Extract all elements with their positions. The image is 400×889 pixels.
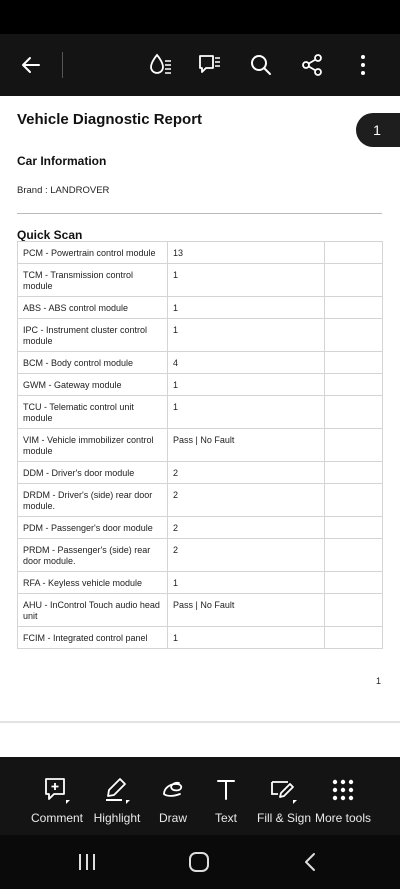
value-cell: 1 xyxy=(168,264,325,297)
tool-text-label: Text xyxy=(214,811,237,825)
module-cell: IPC - Instrument cluster control module xyxy=(18,319,168,352)
extra-cell xyxy=(325,627,383,649)
table-row xyxy=(18,297,383,319)
system-nav-bar xyxy=(0,835,400,889)
extra-cell xyxy=(325,429,383,462)
extra-cell xyxy=(325,264,383,297)
page-separator xyxy=(0,721,400,723)
table-row xyxy=(18,539,383,572)
tool-more[interactable] xyxy=(314,757,372,835)
comments-list-icon[interactable] xyxy=(194,49,226,81)
draw-icon xyxy=(156,776,190,804)
extra-cell xyxy=(325,594,383,627)
toolbar-divider xyxy=(62,52,63,78)
extra-cell xyxy=(325,297,383,319)
bottom-toolbar xyxy=(0,757,400,835)
search-icon[interactable] xyxy=(245,49,277,81)
tool-draw[interactable] xyxy=(148,757,198,835)
quick-scan-table xyxy=(17,241,383,649)
back-arrow-icon[interactable] xyxy=(15,49,47,81)
status-bar xyxy=(0,0,400,34)
grid-icon xyxy=(326,776,360,804)
tool-fill-sign-label: Fill & Sign xyxy=(256,811,312,825)
top-toolbar xyxy=(0,34,400,96)
table-row xyxy=(18,484,383,517)
extra-cell xyxy=(325,242,383,264)
extra-cell xyxy=(325,352,383,374)
table-row xyxy=(18,429,383,462)
module-cell: RFA - Keyless vehicle module xyxy=(18,572,168,594)
tool-draw-label: Draw xyxy=(158,811,187,825)
tool-highlight-label: Highlight xyxy=(93,811,141,825)
value-cell: 1 xyxy=(168,396,325,429)
table-row xyxy=(18,242,383,264)
more-vertical-icon[interactable] xyxy=(347,49,379,81)
comment-add-icon xyxy=(40,776,74,804)
tool-comment[interactable] xyxy=(28,757,86,835)
value-cell: 13 xyxy=(168,242,325,264)
recent-apps-icon[interactable] xyxy=(72,847,102,877)
section-divider xyxy=(17,213,382,214)
module-cell: DRDM - Driver's (side) rear door module. xyxy=(18,484,168,517)
extra-cell xyxy=(325,396,383,429)
extra-cell xyxy=(325,484,383,517)
module-cell: GWM - Gateway module xyxy=(18,374,168,396)
module-cell: DDM - Driver's door module xyxy=(18,462,168,484)
value-cell: Pass | No Fault xyxy=(168,594,325,627)
module-cell: FCIM - Integrated control panel xyxy=(18,627,168,649)
table-row xyxy=(18,319,383,352)
value-cell: 1 xyxy=(168,627,325,649)
quick-scan-title: Quick Scan xyxy=(17,228,83,242)
module-cell: AHU - InControl Touch audio head unit xyxy=(18,594,168,627)
extra-cell xyxy=(325,374,383,396)
module-cell: PRDM - Passenger's (side) rear door module. xyxy=(18,539,168,572)
extra-cell xyxy=(325,462,383,484)
back-nav-icon[interactable] xyxy=(296,847,326,877)
extra-cell xyxy=(325,517,383,539)
read-aloud-icon[interactable] xyxy=(145,49,177,81)
brand-line: Brand : LANDROVER xyxy=(17,185,110,196)
value-cell: 1 xyxy=(168,572,325,594)
table-row xyxy=(18,517,383,539)
table-row xyxy=(18,352,383,374)
home-icon[interactable] xyxy=(184,847,214,877)
tool-highlight[interactable] xyxy=(88,757,146,835)
value-cell: 2 xyxy=(168,539,325,572)
table-row xyxy=(18,627,383,649)
pdf-page[interactable] xyxy=(0,96,400,757)
module-cell: TCU - Telematic control unit module xyxy=(18,396,168,429)
document-title: Vehicle Diagnostic Report xyxy=(17,111,203,128)
module-cell: VIM - Vehicle immobilizer control module xyxy=(18,429,168,462)
module-cell: ABS - ABS control module xyxy=(18,297,168,319)
table-row xyxy=(18,462,383,484)
share-icon[interactable] xyxy=(296,49,328,81)
value-cell: 1 xyxy=(168,319,325,352)
module-cell: BCM - Body control module xyxy=(18,352,168,374)
page-badge[interactable]: 1 xyxy=(356,113,400,147)
module-cell: TCM - Transmission control module xyxy=(18,264,168,297)
extra-cell xyxy=(325,539,383,572)
table-row xyxy=(18,264,383,297)
page-number: 1 xyxy=(376,676,382,686)
table-row xyxy=(18,572,383,594)
tool-more-label: More tools xyxy=(314,811,372,825)
value-cell: Pass | No Fault xyxy=(168,429,325,462)
value-cell: 2 xyxy=(168,484,325,517)
value-cell: 2 xyxy=(168,517,325,539)
tool-fill-sign[interactable] xyxy=(254,757,314,835)
tool-comment-label: Comment xyxy=(30,811,83,825)
extra-cell xyxy=(325,572,383,594)
value-cell: 4 xyxy=(168,352,325,374)
module-cell: PCM - Powertrain control module xyxy=(18,242,168,264)
table-row xyxy=(18,594,383,627)
extra-cell xyxy=(325,319,383,352)
tool-text[interactable] xyxy=(203,757,249,835)
fill-sign-icon xyxy=(267,776,301,804)
text-icon xyxy=(209,776,243,804)
value-cell: 2 xyxy=(168,462,325,484)
table-row xyxy=(18,374,383,396)
value-cell: 1 xyxy=(168,297,325,319)
car-info-title: Car Information xyxy=(17,154,107,168)
highlighter-icon xyxy=(100,776,134,804)
value-cell: 1 xyxy=(168,374,325,396)
module-cell: PDM - Passenger's door module xyxy=(18,517,168,539)
table-row xyxy=(18,396,383,429)
